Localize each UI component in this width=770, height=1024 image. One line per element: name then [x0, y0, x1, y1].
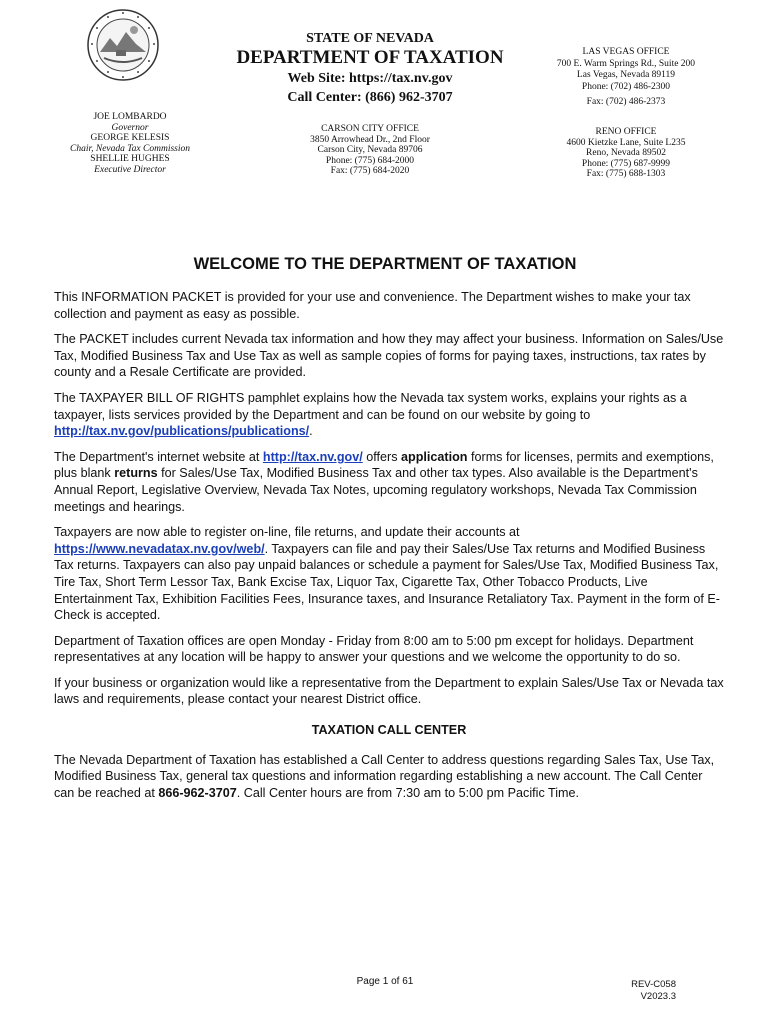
office-address2: Carson City, Nevada 89706: [317, 145, 423, 155]
paragraph-text: . Call Center hours are from 7:30 am to 5:00 pm Pacific Time.: [236, 785, 580, 800]
office-address1: 4600 Kietzke Lane, Suite L235: [566, 137, 686, 148]
revision-version: V2023.3: [640, 991, 676, 1002]
call-center-heading: TAXATION CALL CENTER: [311, 723, 467, 738]
paragraph-call-center: [54, 752, 724, 802]
paragraph-text: for Sales/Use Tax, Modified Business Tax and other tax types. Also available is the Department's Annual Report, Legislative Overview, Nevada Tax Notes, upcoming regulatory workshops, Nevada Tax Commission meetings and hearings.: [54, 466, 698, 514]
office-phone: Phone: (775) 687-9999: [581, 158, 671, 169]
revision-block: [606, 979, 676, 1003]
revision-code: REV-C058: [631, 979, 676, 990]
official-name: GEORGE KELESIS: [90, 133, 170, 144]
page-number: Page 1 of 61: [356, 976, 414, 987]
department-name: DEPARTMENT OF TAXATION: [236, 47, 504, 68]
reno-office: [548, 127, 704, 180]
official-name: JOE LOMBARDO: [93, 112, 167, 122]
official-title: Governor: [111, 122, 149, 133]
paragraph-text: . Taxpayers can file and pay their Sales/Use Tax returns and Modified Business Tax returns. Taxpayers can also pay unpaid balances or schedule a payment for Sales/Use Tax, Modified Business Tax, Tire Tax, Short Term Lessor Tax, Bank Excise Tax, Liquor Tax, Cigarette Tax, Other Tobacco Products, Live Entertainment Tax, Exhibition Facilities Fees, Insurance taxes, and Insurance Retaliatory Tax. Payment in the form of E-Check is accepted.: [54, 541, 720, 623]
paragraph-text: offers: [362, 449, 402, 464]
paragraph-website: [54, 449, 724, 515]
paragraph-packet: The PACKET includes current Nevada tax information and how they may affect your business. Information on Sales/Use Tax, Modified Business Tax and Use Tax as well as sample copies of forms for paying taxes, instructions, tax rates by county and a Resale Certificate are provided.: [54, 332, 724, 380]
nevadatax-link[interactable]: https://www.nevadatax.nv.gov/web/: [54, 541, 265, 556]
office-phone: Phone: (702) 486-2300: [581, 81, 671, 92]
office-name: CARSON CITY OFFICE: [321, 124, 419, 134]
paragraph-text: forms for licenses, permits and exemptions, plus blank: [54, 449, 714, 481]
tax-website-link[interactable]: http://tax.nv.gov/: [262, 449, 363, 464]
document-body: [54, 289, 724, 810]
office-fax: Fax: (775) 684-2020: [330, 166, 410, 176]
letterhead-center: [230, 30, 510, 107]
state-seal-icon: [86, 8, 160, 82]
paragraph-hours: Department of Taxation offices are open Monday - Friday from 8:00 am to 5:00 pm except for holidays. Department representatives at any location will be happy to answer your questions and we welcome the opportunity to do so.: [54, 633, 694, 665]
bold-text: application: [401, 449, 468, 464]
paragraph-text: .: [309, 424, 313, 439]
paragraph-text: The Nevada Department of Taxation has established a Call Center to address questions regarding Sales Tax, Use Tax, Modified Business Tax, general tax questions and information regarding establishing a new account. The Call Center can be reached at: [54, 752, 715, 800]
page-title: WELCOME TO THE DEPARTMENT OF TAXATION: [193, 255, 577, 273]
officials-list: [60, 112, 200, 176]
carson-city-office: [296, 124, 444, 177]
official-title: Chair, Nevada Tax Commission: [70, 143, 190, 154]
office-address1: 3850 Arrowhead Dr., 2nd Floor: [310, 134, 430, 145]
office-address2: Las Vegas, Nevada 89119: [576, 70, 676, 80]
office-phone: Phone: (775) 684-2000: [325, 155, 415, 166]
bold-text: returns: [114, 466, 158, 481]
office-fax: Fax: (702) 486-2373: [586, 97, 666, 107]
website-line: Web Site: https://tax.nv.gov: [287, 71, 453, 86]
state-name: STATE OF NEVADA: [306, 31, 434, 46]
office-address2: Reno, Nevada 89502: [586, 148, 666, 158]
call-center-number: 866-962-3707: [158, 785, 237, 800]
office-address1: 700 E. Warm Springs Rd., Suite 200: [556, 58, 696, 69]
publications-link[interactable]: http://tax.nv.gov/publications/publications/: [54, 424, 310, 439]
office-name: RENO OFFICE: [595, 127, 657, 137]
paragraph-representative: If your business or organization would like a representative from the Department to explain Sales/Use Tax or Nevada tax laws and requirements, please contact your nearest District office.: [54, 675, 724, 707]
las-vegas-office: [548, 47, 704, 109]
call-center-line: Call Center: (866) 962-3707: [287, 90, 453, 105]
paragraph-intro: This INFORMATION PACKET is provided for your use and convenience. The Department wishes to make your tax collection and payment as easy as possible.: [54, 290, 691, 321]
official-name: SHELLIE HUGHES: [90, 154, 170, 165]
paragraph-text: Taxpayers are now able to register on-line, file returns, and update their accounts at: [54, 525, 520, 540]
paragraph-text: The TAXPAYER BILL OF RIGHTS pamphlet explains how the Nevada tax system works, explains your rights as a taxpayer, lists services provided by the Department and can be found on our website by going to: [54, 390, 687, 422]
paragraph-bill-of-rights: [54, 390, 724, 440]
office-fax: Fax: (775) 688-1303: [586, 169, 666, 179]
office-name: LAS VEGAS OFFICE: [582, 47, 670, 57]
paragraph-text: The Department's internet website at: [54, 449, 263, 464]
official-title: Executive Director: [94, 164, 166, 175]
paragraph-online: [54, 524, 724, 624]
